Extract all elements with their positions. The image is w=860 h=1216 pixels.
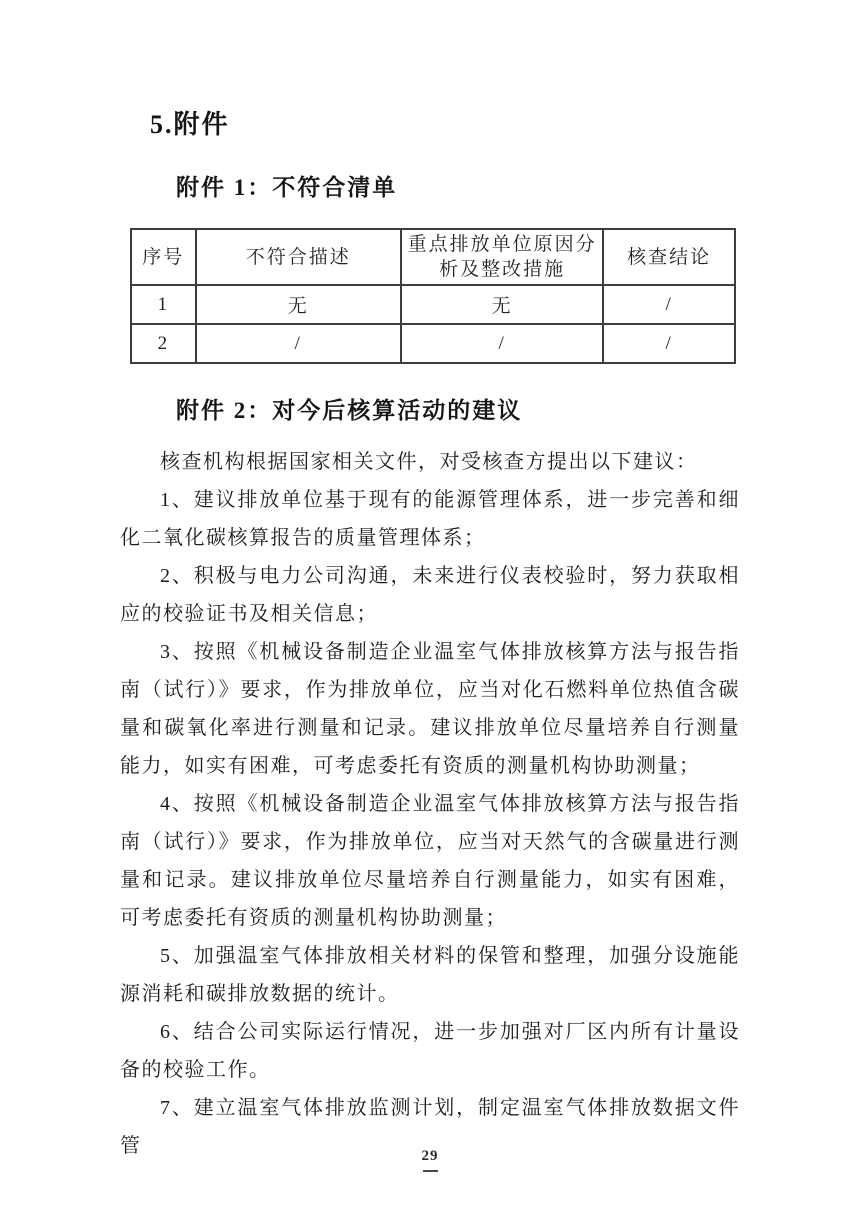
- paragraph-recommendation-7: 7、建立温室气体排放监测计划，制定温室气体排放数据文件管: [120, 1097, 740, 1157]
- cell-description: /: [196, 324, 401, 363]
- section-title: 5.附件: [150, 110, 230, 139]
- paragraph-recommendation-4: 4、按照《机械设备制造企业温室气体排放核算方法与报告指南（试行）》要求，作为排放单位，应当对天然气的含碳量进行测量和记录。建议排放单位尽量培养自行测量能力，如实有困难，可考虑委托有资质的测量机构协助测量；: [120, 793, 740, 929]
- paragraph-recommendation-5: 5、加强温室气体排放相关材料的保管和整理，加强分设施能源消耗和碳排放数据的统计。: [120, 945, 740, 1005]
- paragraph-intro: 核查机构根据国家相关文件，对受核查方提出以下建议：: [160, 451, 698, 473]
- table-row: [131, 285, 735, 324]
- attachment-2-title: 附件 2：对今后核算活动的建议: [176, 398, 523, 423]
- header-cause: 重点排放单位原因分析及整改措施: [401, 229, 603, 285]
- page-number-rule: [423, 1170, 438, 1172]
- recommendations-body: [120, 443, 740, 1165]
- paragraph-recommendation-6: 6、结合公司实际运行情况，进一步加强对厂区内所有计量设备的校验工作。: [120, 1021, 740, 1081]
- table-row: [131, 324, 735, 363]
- page-number: 29: [421, 1148, 439, 1164]
- page-footer: [0, 1147, 860, 1172]
- header-description: 不符合描述: [196, 229, 401, 285]
- attachment-1-title: 附件 1：不符合清单: [176, 175, 398, 200]
- paragraph-recommendation-3: 3、按照《机械设备制造企业温室气体排放核算方法与报告指南（试行）》要求，作为排放单位，应当对化石燃料单位热值含碳量和碳氧化率进行测量和记录。建议排放单位尽量培养自行测量能力，如实有困难，可考虑委托有资质的测量机构协助测量；: [120, 641, 740, 777]
- header-seq: 序号: [131, 229, 196, 285]
- cell-seq: 1: [131, 285, 196, 324]
- cell-cause: /: [401, 324, 603, 363]
- header-conclusion: 核查结论: [603, 229, 735, 285]
- cell-description: 无: [196, 285, 401, 324]
- cell-conclusion: /: [603, 324, 735, 363]
- cell-conclusion: /: [603, 285, 735, 324]
- paragraph-recommendation-2: 2、积极与电力公司沟通，未来进行仪表校验时，努力获取相应的校验证书及相关信息；: [120, 565, 740, 625]
- table-header-row: [131, 229, 735, 285]
- paragraph-recommendation-1: 1、建议排放单位基于现有的能源管理体系，进一步完善和细化二氧化碳核算报告的质量管理体系；: [120, 489, 740, 549]
- nonconformity-table: [130, 228, 736, 364]
- cell-cause: 无: [401, 285, 603, 324]
- cell-seq: 2: [131, 324, 196, 363]
